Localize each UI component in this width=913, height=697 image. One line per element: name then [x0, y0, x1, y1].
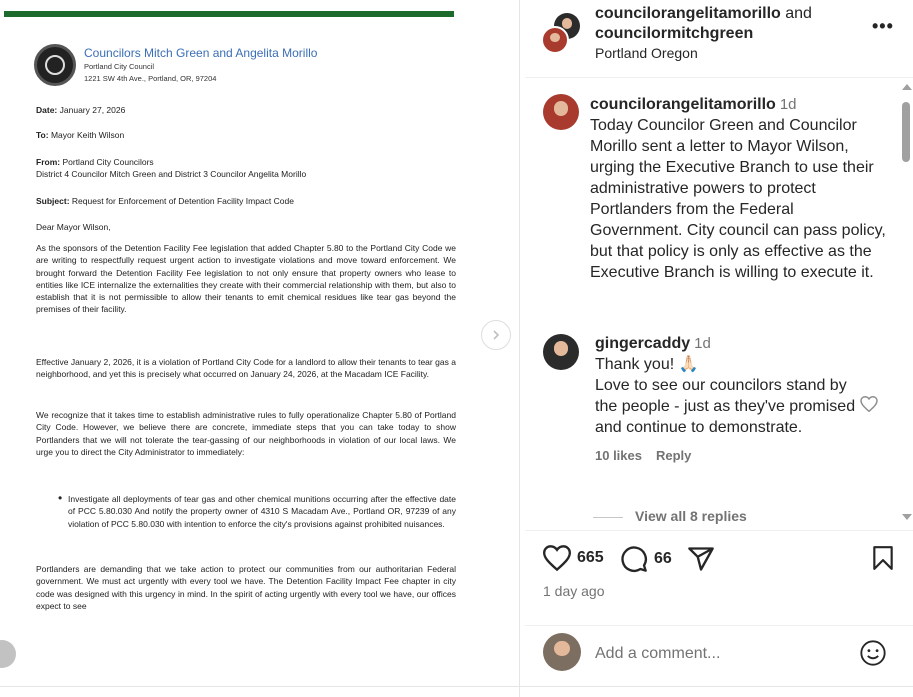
letter-bullet: Investigate all deployments of tear gas and other chemical munitions occurring after the effective date of PCC 5.80.030 And notify the property owner of 4310 S Macadam Ave., Portland OR, 97239 of any violation of PCC 5.80.030 with intention to enforce the city's provisions against prohibited nuisances. — [68, 494, 456, 529]
author-username-2[interactable]: councilormitchgreen — [595, 25, 754, 42]
comment-time[interactable]: 1d — [694, 335, 711, 352]
comment-reply-button[interactable]: Reply — [656, 448, 692, 463]
current-user-avatar[interactable] — [543, 633, 581, 671]
post-actions — [525, 530, 913, 625]
comment-item — [595, 333, 865, 463]
comment-text: Love to see our councilors stand by the people - just as they've promised and continue to demonstrate. — [595, 377, 856, 436]
letterhead-bar — [4, 11, 454, 17]
post-header — [525, 0, 913, 78]
letter-from: From: Portland City Councilors — [36, 157, 154, 167]
comment-username[interactable]: councilorangelitamorillo — [590, 96, 776, 113]
letter-paragraph-2: Effective January 2, 2026, it is a violation of Portland City Code for a landlord to allow their tenants to tear gas a neighborhood, and yet this is precisely what occurred on January 24, 2026, at the Macadam ICE Facility. — [36, 357, 456, 380]
city-seal-logo — [34, 44, 76, 86]
bookmark-icon — [871, 545, 895, 571]
more-options-button[interactable]: ••• — [872, 16, 894, 36]
bullet-dot: • — [58, 491, 63, 505]
letter-paragraph-1: As the sponsors of the Detention Facility Fee legislation that added Chapter 5.80 to the Portland City Code we are writing to respectfully request urgent action to investigate violations and move toward enforcement. We brought forward the Detention Facility Fee legislation to not only ensure that property owners who lease to entities like ICE internalize the externalities they create with their commercial relationship with them, but also to establish that it is not permissible to allow their tenants to emit chemical residues like tear gas beyond the premises of their facility. — [36, 243, 456, 315]
comment-like-button[interactable] — [860, 396, 878, 417]
comment-icon — [620, 545, 648, 573]
next-slide-button[interactable] — [481, 320, 511, 350]
avatar-commenter[interactable] — [543, 334, 579, 370]
emoji-button[interactable] — [859, 639, 887, 672]
letterhead-name: Councilors Mitch Green and Angelita Morillo — [84, 46, 318, 60]
comment-username[interactable]: gingercaddy — [595, 335, 691, 352]
header-authors-line1: councilorangelitamorillo and — [595, 5, 812, 22]
comment-likes[interactable]: 10 likes — [595, 448, 642, 463]
caption-comment — [590, 94, 890, 283]
comment-text-line1: Thank you! 🙏🏻 — [595, 356, 699, 373]
add-comment-input[interactable] — [595, 642, 845, 666]
prev-slide-button[interactable] — [0, 640, 16, 668]
like-button[interactable] — [543, 545, 604, 571]
scroll-thumb[interactable] — [902, 102, 910, 162]
like-count[interactable]: 665 — [577, 549, 604, 566]
panel-divider — [519, 0, 520, 697]
comment-count[interactable]: 66 — [654, 550, 672, 567]
letter-to: To: Mayor Keith Wilson — [36, 130, 125, 140]
post-location[interactable]: Portland Oregon — [595, 45, 698, 61]
letter-paragraph-4: Portlanders are demanding that we take action to protect our communities from our authoritarian Federal government. We must act urgently with every tool we have. The Detention Facility Impact Fee chapter in city code was designed with this urgency in mind. In the spirit of acting urgently with every tool we have, our offices expect to see — [36, 564, 456, 611]
share-icon — [687, 545, 715, 573]
letter-date: Date: January 27, 2026 — [36, 105, 126, 115]
comment-button[interactable] — [620, 545, 672, 573]
chevron-right-icon — [490, 329, 502, 341]
heart-icon — [860, 396, 878, 412]
scroll-down-arrow[interactable] — [902, 514, 912, 520]
letter-from-line2: District 4 Councilor Mitch Green and District 3 Councilor Angelita Morillo — [36, 169, 307, 179]
bottom-border — [0, 686, 913, 687]
letter-paragraph-3: We recognize that it takes time to establish administrative rules to fully operationalize Chapter 5.80 of Portland City Code. However, we believe there are concrete, immediate steps that you can take today to show Portlanders that we will not tolerate the tear-gassing of our neighborhoods in violation of our local laws. We urge you to direct the City Administrator to immediately: — [36, 410, 456, 457]
share-button[interactable] — [687, 545, 721, 573]
author-username-1[interactable]: councilorangelitamorillo — [595, 5, 781, 22]
post-time[interactable]: 1 day ago — [543, 583, 605, 599]
letterhead-address: 1221 SW 4th Ave., Portland, OR, 97204 — [84, 74, 217, 83]
letter-subject: Subject: Request for Enforcement of Detention Facility Impact Code — [36, 196, 294, 206]
comment-time[interactable]: 1d — [779, 96, 797, 113]
header-authors-line2 — [595, 25, 753, 43]
comments-list — [525, 80, 899, 528]
view-replies-button[interactable]: View all 8 replies — [593, 508, 747, 524]
comment-text: Today Councilor Green and Councilor Morillo sent a letter to Mayor Wilson, urging the Executive Branch to use their administrative powers to protect Portlanders from the Federal Government. City council can pass policy, but that policy is only as effective as the Executive Branch is willing to execute it. — [590, 117, 886, 281]
scroll-up-arrow[interactable] — [902, 84, 912, 90]
avatar-commenter[interactable] — [543, 94, 579, 130]
emoji-icon — [859, 639, 887, 667]
avatar-author[interactable] — [541, 26, 569, 54]
save-button[interactable] — [871, 545, 901, 571]
letterhead-org: Portland City Council — [84, 62, 155, 71]
letter-salutation: Dear Mayor Wilson, — [36, 222, 111, 232]
heart-icon — [543, 545, 571, 571]
comments-scrollbar[interactable] — [899, 80, 913, 528]
comment-meta — [595, 448, 865, 463]
